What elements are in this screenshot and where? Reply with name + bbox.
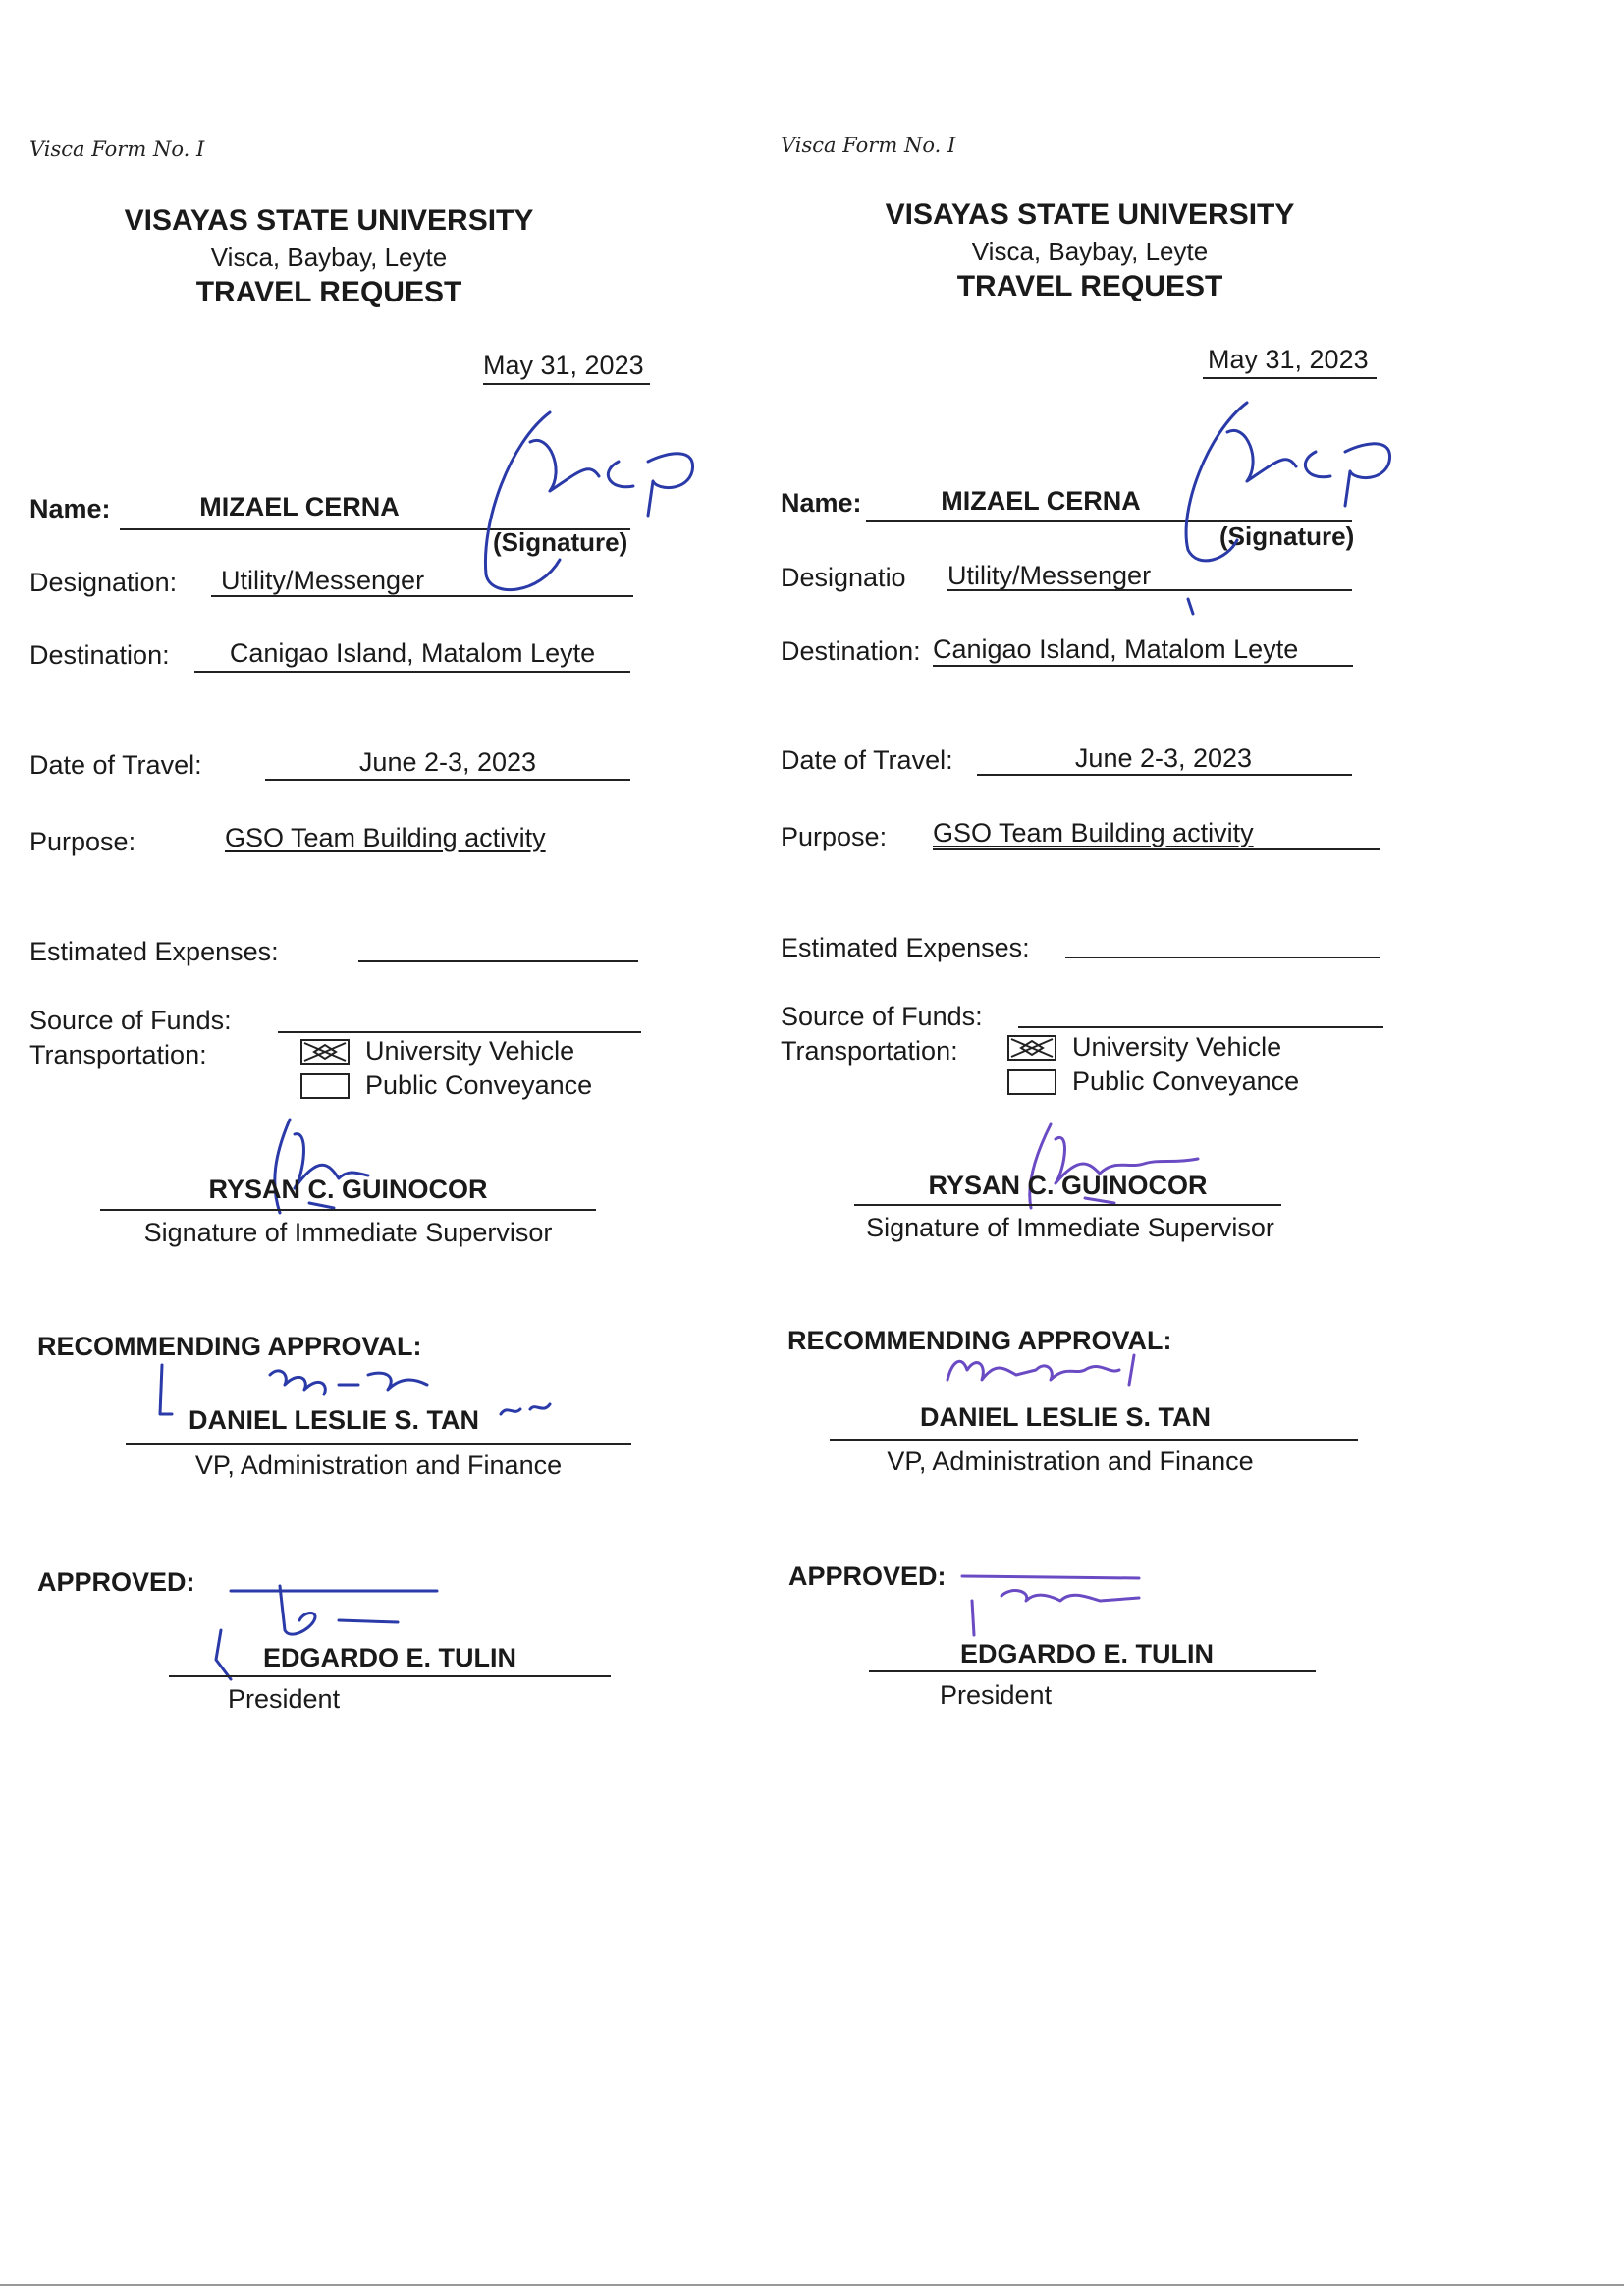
university-vehicle-label: University Vehicle (1072, 1032, 1282, 1062)
approved-label: APPROVED: (788, 1561, 947, 1591)
destination-label: Destination: (29, 640, 170, 670)
public-conveyance-label: Public Conveyance (365, 1070, 593, 1100)
purpose-value: GSO Team Building activity (933, 818, 1254, 847)
recommending-approval-label: RECOMMENDING APPROVAL: (787, 1326, 1172, 1355)
university-vehicle-label: University Vehicle (365, 1036, 575, 1066)
purpose-label: Purpose: (29, 827, 136, 856)
recommender-title: VP, Administration and Finance (887, 1447, 1254, 1476)
approver-name: EDGARDO E. TULIN (262, 1643, 516, 1672)
date-of-travel-value: June 2-3, 2023 (1074, 743, 1253, 773)
source-of-funds-label: Source of Funds: (781, 1002, 983, 1031)
approver-title: President (940, 1680, 1053, 1710)
recommender-name: DANIEL LESLIE S. TAN (188, 1405, 480, 1435)
university-vehicle-checkbox (1007, 1035, 1056, 1061)
designation-label: Designation: (29, 568, 178, 597)
form-title: TRAVEL REQUEST (195, 276, 462, 308)
designation-value: Utility/Messenger (947, 561, 1152, 590)
public-conveyance-label: Public Conveyance (1072, 1066, 1300, 1096)
request-date: May 31, 2023 (1208, 345, 1369, 374)
purpose-value: GSO Team Building activity (225, 823, 546, 852)
destination-value: Canigao Island, Matalom Leyte (933, 634, 1299, 664)
supervisor-name: RYSAN C. GUINOCOR (208, 1175, 488, 1204)
signature-label: (Signature) (1219, 521, 1355, 551)
signature-label: (Signature) (493, 527, 628, 557)
supervisor-caption: Signature of Immediate Supervisor (143, 1218, 553, 1247)
supervisor-signature (250, 1115, 427, 1223)
university-vehicle-checkbox (300, 1039, 350, 1065)
destination-label: Destination: (781, 636, 921, 666)
employee-signature (1168, 393, 1424, 619)
designation-label: Designatio (781, 563, 906, 592)
public-conveyance-checkbox (300, 1073, 350, 1099)
name-label: Name: (781, 488, 862, 518)
estimated-expenses-label: Estimated Expenses: (29, 937, 279, 966)
date-of-travel-value: June 2-3, 2023 (358, 747, 537, 777)
scan-edge-line (0, 2284, 1624, 2286)
university-address: Visca, Baybay, Leyte (971, 237, 1209, 266)
university-address: Visca, Baybay, Leyte (210, 243, 448, 272)
travel-request-right-copy (756, 0, 1561, 2296)
name-value: MIZAEL CERNA (941, 486, 1141, 516)
form-number: Visca Form No. I (29, 137, 205, 161)
form-title: TRAVEL REQUEST (956, 270, 1223, 302)
recommender-name: DANIEL LESLIE S. TAN (919, 1402, 1212, 1432)
supervisor-name: RYSAN C. GUINOCOR (928, 1171, 1208, 1200)
name-value: MIZAEL CERNA (199, 492, 400, 521)
estimated-expenses-label: Estimated Expenses: (781, 933, 1030, 962)
university-name: VISAYAS STATE UNIVERSITY (885, 198, 1295, 231)
supervisor-caption: Signature of Immediate Supervisor (866, 1213, 1274, 1242)
request-date: May 31, 2023 (483, 351, 644, 380)
transportation-label: Transportation: (29, 1040, 207, 1069)
purpose-label: Purpose: (781, 822, 888, 851)
travel-request-left-copy (0, 0, 805, 2296)
approver-name: EDGARDO E. TULIN (959, 1639, 1214, 1668)
university-name: VISAYAS STATE UNIVERSITY (124, 204, 534, 237)
recommending-approval-label: RECOMMENDING APPROVAL: (37, 1332, 422, 1361)
destination-value: Canigao Island, Matalom Leyte (229, 638, 596, 668)
approver-signature (943, 1557, 1198, 1645)
employee-signature (471, 403, 727, 599)
form-number: Visca Form No. I (781, 134, 956, 157)
name-label: Name: (29, 494, 111, 523)
recommender-title: VP, Administration and Finance (194, 1450, 563, 1480)
source-of-funds-label: Source of Funds: (29, 1006, 232, 1035)
recommender-signature (928, 1340, 1173, 1399)
date-of-travel-label: Date of Travel: (29, 750, 202, 780)
approver-title: President (228, 1684, 341, 1714)
approved-label: APPROVED: (37, 1567, 195, 1597)
designation-value: Utility/Messenger (221, 566, 425, 595)
date-of-travel-label: Date of Travel: (781, 745, 953, 775)
public-conveyance-checkbox (1007, 1069, 1056, 1095)
transportation-label: Transportation: (781, 1036, 958, 1066)
